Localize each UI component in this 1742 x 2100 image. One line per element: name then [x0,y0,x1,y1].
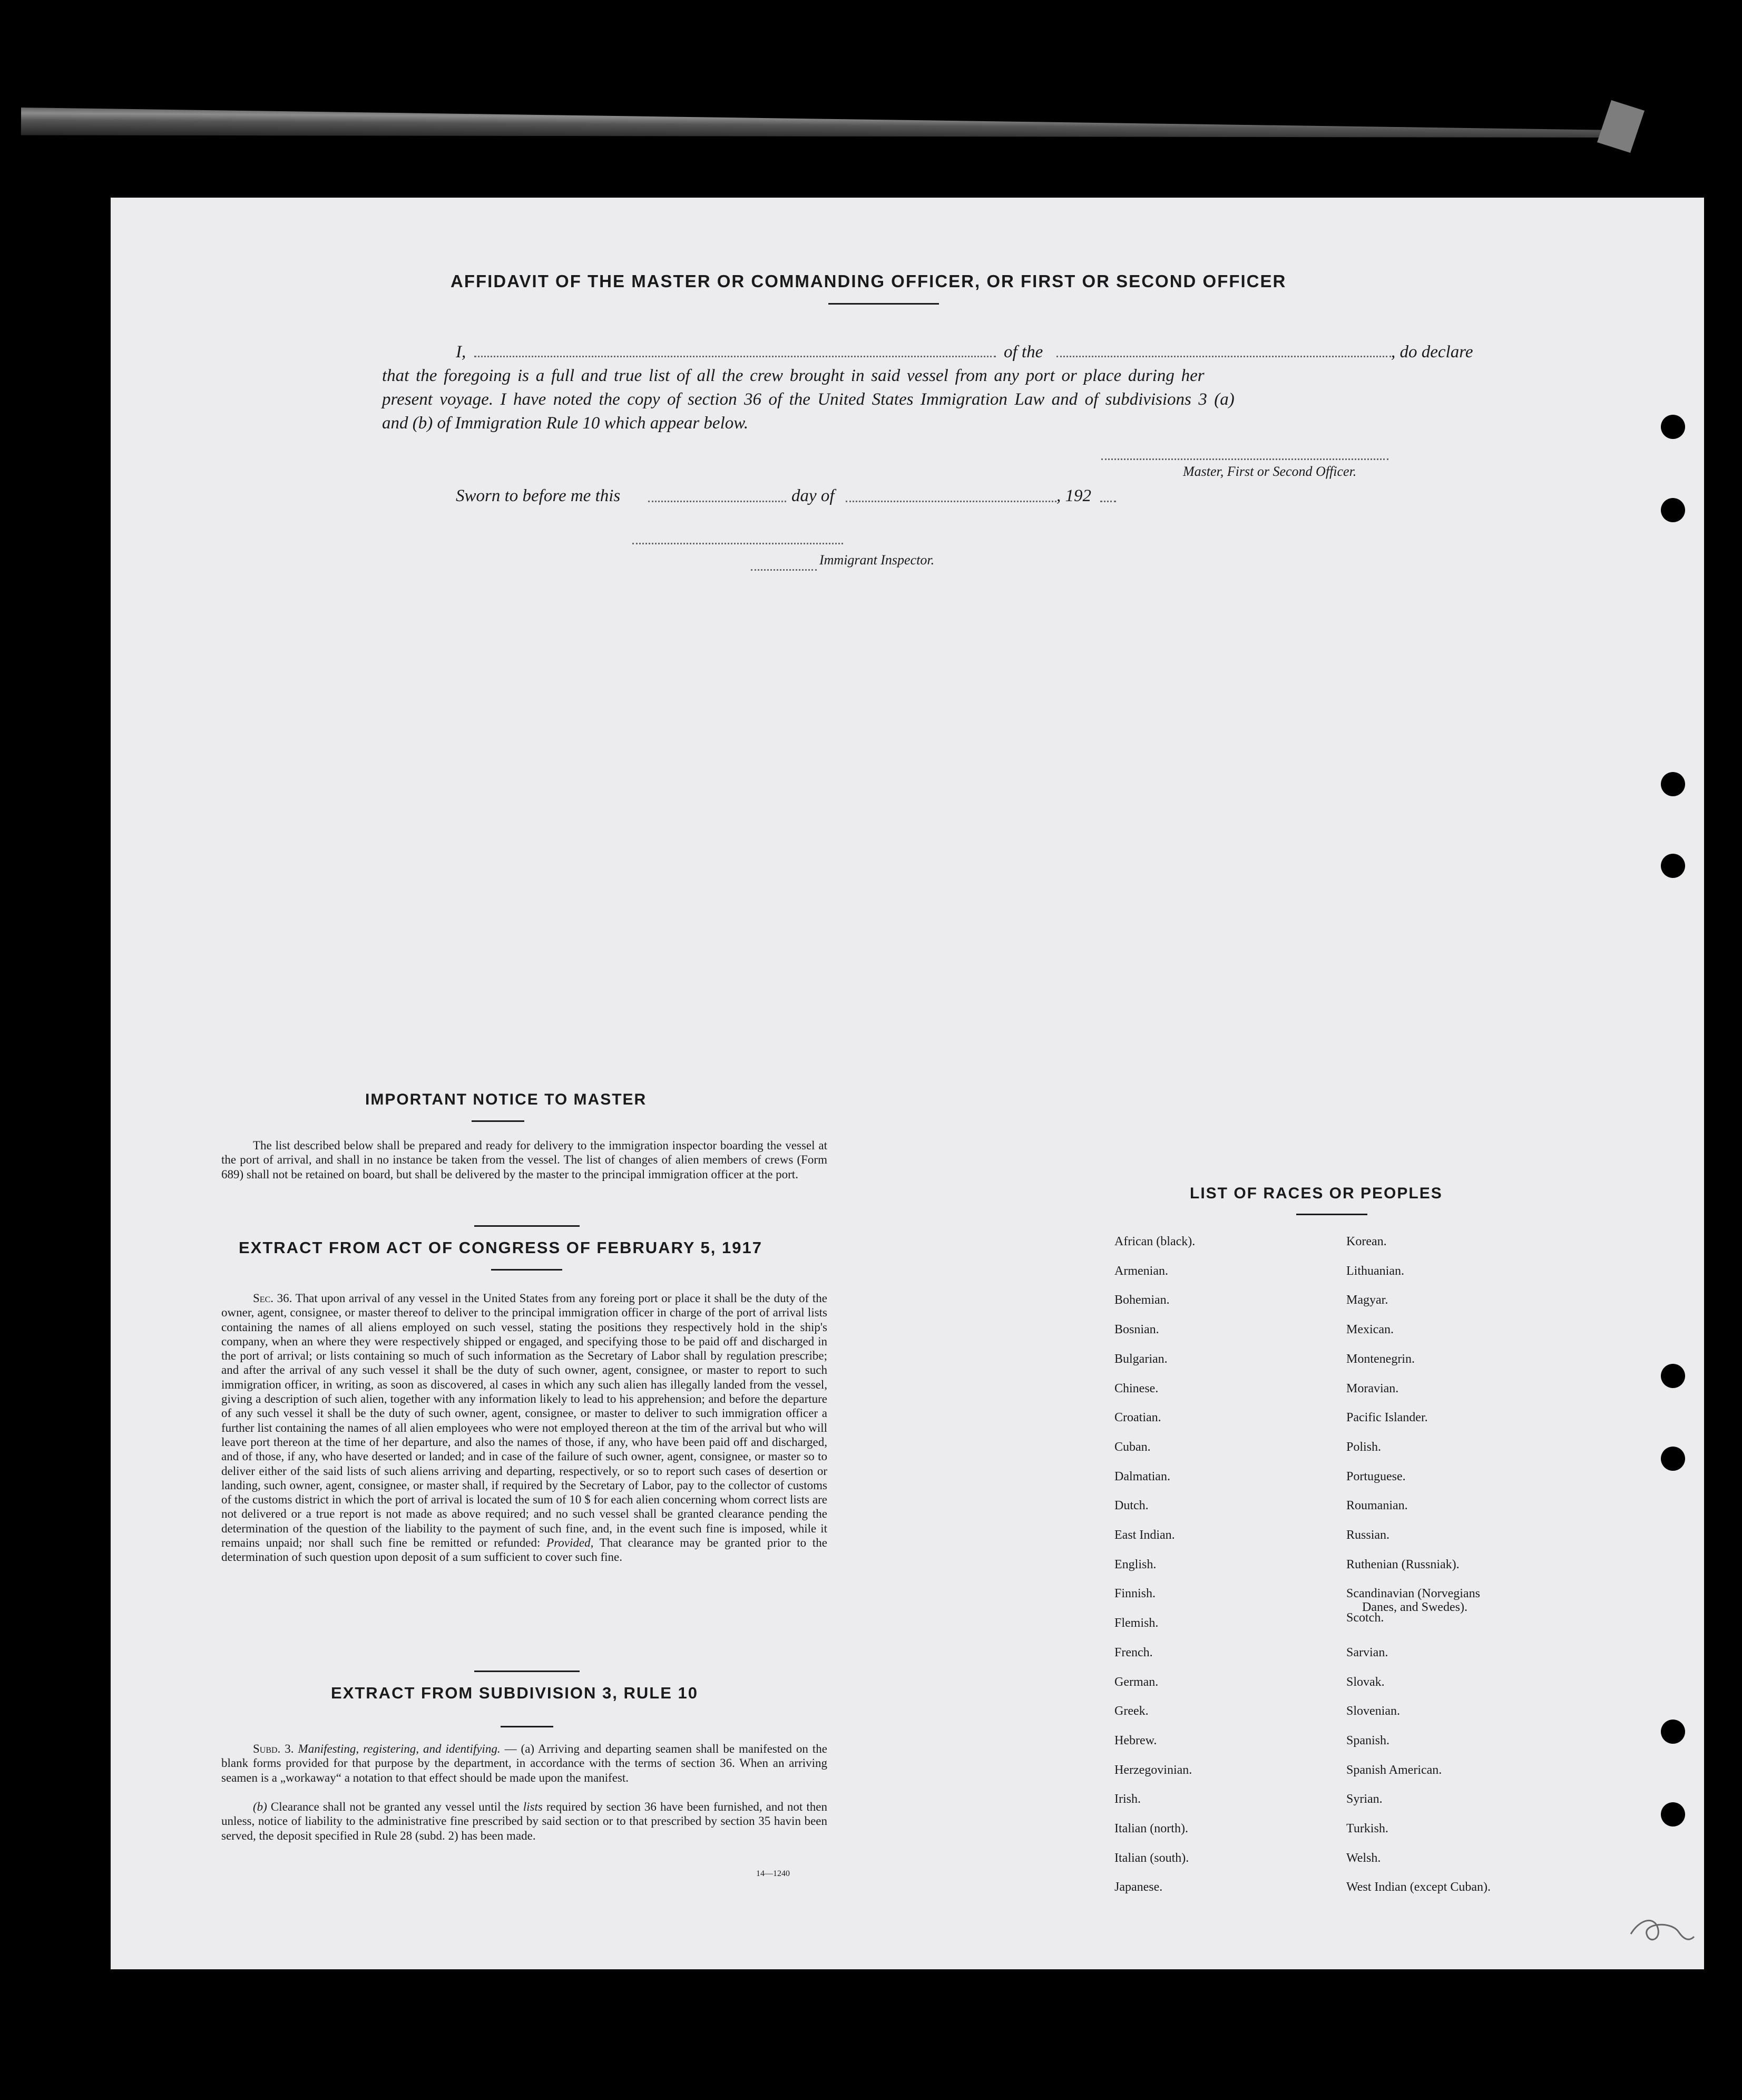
race-item: Syrian. [1346,1792,1383,1806]
notice-text: The list described below shall be prepared and ready for delivery to the immigration inspector boarding the vessel at the port of arrival, and shall in no instance be taken from the vessel. The list of changes of alien members of crews (Form 689) shall not be retained on board, but shall be delivered by the master to the principal immigration officer at the port. [221,1139,827,1181]
affidavit-of-the: of the [1004,343,1043,362]
race-item: Ruthenian (Russniak). [1346,1557,1460,1571]
extract-rule-bottom [491,1269,562,1271]
extract-rule-title: EXTRACT FROM SUBDIVISION 3, RULE 10 [331,1684,698,1702]
rule-para-a [221,1742,827,1785]
vessel-blank[interactable] [1056,356,1391,357]
race-item: Scandinavian (Norvegians [1346,1587,1480,1601]
rule-section-top [474,1671,580,1672]
affidavit-declare: , do declare [1391,343,1473,362]
notice-body [221,1138,827,1181]
subd-text: — (a) Arriving and departing seamen shall be manifested on the blank forms provided for that purpose by the department, in accordance with the terms of section 36. When an arriving seamen is a „workaway“ a notation to that effect should be made upon the manifest. [221,1742,828,1784]
punch-hole [1661,498,1685,522]
race-item: Scotch. [1346,1611,1384,1625]
race-item-continuation: Danes, and Swedes). [1362,1600,1467,1615]
race-item: Herzegovinian. [1114,1763,1192,1777]
race-item: Sarvian. [1346,1645,1388,1659]
race-item: Bosnian. [1114,1323,1159,1337]
affidavit-line: present voyage. I have noted the copy of section 36 of the United States Immigration Law and of subdivisions 3 (a) [382,390,1235,409]
race-item: Hebrew. [1114,1733,1157,1747]
year-blank[interactable] [1100,501,1116,502]
extract-act-body [221,1291,827,1565]
document-page [111,198,1704,1969]
race-item: Dutch. [1114,1499,1149,1513]
race-item: French. [1114,1645,1153,1659]
punch-hole [1661,1802,1685,1826]
month-blank[interactable] [846,501,1056,502]
sec-text-end: That clearance may be granted prior to the determination of such question upon deposit of a sum sufficient to cover such fine. [221,1536,828,1564]
inspector-signature-blank-short[interactable] [751,569,817,571]
form-number: 14—1240 [756,1869,790,1878]
race-item: English. [1114,1557,1157,1571]
punch-hole [1661,415,1685,439]
subd-italic: Manifesting, registering, and identifying. [298,1742,501,1755]
race-item: Korean. [1346,1235,1387,1248]
race-item: Spanish American. [1346,1763,1442,1777]
punch-hole [1661,1720,1685,1744]
race-item: Italian (north). [1114,1822,1188,1835]
punch-hole [1661,1364,1685,1388]
races-title: LIST OF RACES OR PEOPLES [1190,1185,1443,1202]
para-b-label: (b) [253,1800,267,1813]
para-b-lists: lists [523,1800,543,1813]
punch-hole [1661,772,1685,796]
race-item: Roumanian. [1346,1499,1408,1513]
affidavit-i: I, [456,343,466,362]
race-item: Japanese. [1114,1880,1163,1894]
race-item: West Indian (except Cuban). [1346,1880,1491,1894]
race-item: Bulgarian. [1114,1352,1168,1366]
master-label: Master, First or Second Officer. [1183,464,1357,479]
race-item: Welsh. [1346,1851,1381,1865]
film-edge-strip [21,100,1618,147]
race-item: East Indian. [1114,1528,1175,1542]
race-item: Polish. [1346,1440,1382,1454]
affidavit-line: and (b) of Immigration Rule 10 which appear below. [382,414,749,433]
race-item: Moravian. [1346,1381,1399,1395]
race-item: Montenegrin. [1346,1352,1415,1366]
race-item: Dalmatian. [1114,1469,1170,1483]
punch-hole [1661,854,1685,878]
sworn-label: Sworn to before me this [456,486,621,505]
race-item: Mexican. [1346,1323,1394,1337]
inspector-label: Immigrant Inspector. [819,552,935,568]
rule-para-b [221,1800,827,1843]
extract-act-title: EXTRACT FROM ACT OF CONGRESS OF FEBRUARY 5, 1917 [239,1238,762,1257]
race-item: Spanish. [1346,1733,1390,1747]
race-item: Bohemian. [1114,1293,1170,1307]
race-item: Cuban. [1114,1440,1151,1454]
race-item: Greek. [1114,1704,1149,1718]
name-blank[interactable] [474,356,996,357]
race-item: Slovak. [1346,1675,1385,1689]
race-item: Armenian. [1114,1264,1168,1278]
extract-rule-top [474,1225,580,1227]
day-blank[interactable] [648,501,786,502]
race-item: Pacific Islander. [1346,1411,1428,1425]
race-item: Portuguese. [1346,1469,1406,1483]
notice-title: IMPORTANT NOTICE TO MASTER [365,1091,647,1108]
race-item: Flemish. [1114,1616,1159,1630]
race-item: German. [1114,1675,1159,1689]
race-item: Italian (south). [1114,1851,1189,1865]
sec-text: That upon arrival of any vessel in the United States from any foreing port or place it shall be the duty of the owner, agent, consignee, or master thereof to deliver to the principal immigration officer in charge of the port of arrival lists containing the names of all aliens employed on such vessel, stating the positions they respectively hold in the ship's company, when an where they were respectively shipped or engaged, and specifying those to be paid off and discharged in the port of arrival; or lists containing so much of such information as the Secretary of Labor shall by regulation prescribe; and after the arrival of any such vessel it shall be the duty of such owner, agent, consignee, or master to report to such immigration officer, in writing, as soon as discovered, al cases in which any such alien has illegally landed from the vessel, giving a description of such alien, together with any information likely to lead to his apprehension; and before the departure of any such vessel it shall be the duty of such owner, agent, consignee, or master to deliver to such immigration officer a further list containing the names of all alien employees who were not employed thereon at the tim of the arrival but who will leave port thereon at the time of her departure, and also the names of those, if any, who have been paid off and discharged, and of those, if any, who have deserted or landed; and in case of the failure of such owner, agent, consignee, or master so to deliver either of the said lists of such aliens arriving and departing, respectively, or so to report such cases of desertion or landing, such owner, agent, consignee, or master shall, if required by the Secretary of Labor, pay to the collector of customs of the customs district in which the port of arrival is located the sum of 10 $ for each alien concerning whom correct lists are not delivered or a true report is not made as above required; and no such vessel shall be granted clearance pending the determination of the question of the liability to the payment of such fine, and, in the event such fine is imposed, while it remains unpaid; nor shall such fine be remitted or refunded: [221,1292,827,1550]
races-underline [1296,1214,1367,1215]
notice-underline [472,1120,524,1122]
affidavit-line: that the foregoing is a full and true list of all the crew brought in said vessel from any port or place during her [382,366,1205,385]
race-item: Chinese. [1114,1381,1159,1395]
race-item: Croatian. [1114,1411,1161,1425]
master-signature-blank[interactable] [1101,458,1388,460]
para-b-rest: required by section 36 have been furnished, and not then unless, notice of liability to the administrative fine prescribed by said section or to that prescribed by section 35 havin been served, the deposit specified in Rule 28 (subd. 2) has been made. [221,1800,828,1842]
race-item: Finnish. [1114,1587,1156,1601]
year-label: , 192 [1056,486,1091,505]
race-item: Slovenian. [1346,1704,1400,1718]
inspector-signature-blank[interactable] [632,543,843,544]
punch-hole [1661,1447,1685,1471]
day-of-label: day of [791,486,835,505]
rule-section-bottom [501,1726,553,1727]
sec-label: Sec. 36. [253,1292,292,1305]
paper-scrap [1597,100,1645,153]
race-item: African (black). [1114,1235,1196,1248]
subd-label: Subd. 3. [253,1742,294,1755]
pencil-mark [1628,1910,1697,1952]
race-item: Magyar. [1346,1293,1388,1307]
race-item: Russian. [1346,1528,1390,1542]
provided-word: Provided, [546,1536,594,1550]
title-underline [828,303,939,305]
race-item: Lithuanian. [1346,1264,1404,1278]
para-b-text: Clearance shall not be granted any vessel until the [270,1800,520,1813]
race-item: Irish. [1114,1792,1141,1806]
race-item: Turkish. [1346,1822,1388,1835]
affidavit-title: AFFIDAVIT OF THE MASTER OR COMMANDING OFFICER, OR FIRST OR SECOND OFFICER [451,271,1287,291]
